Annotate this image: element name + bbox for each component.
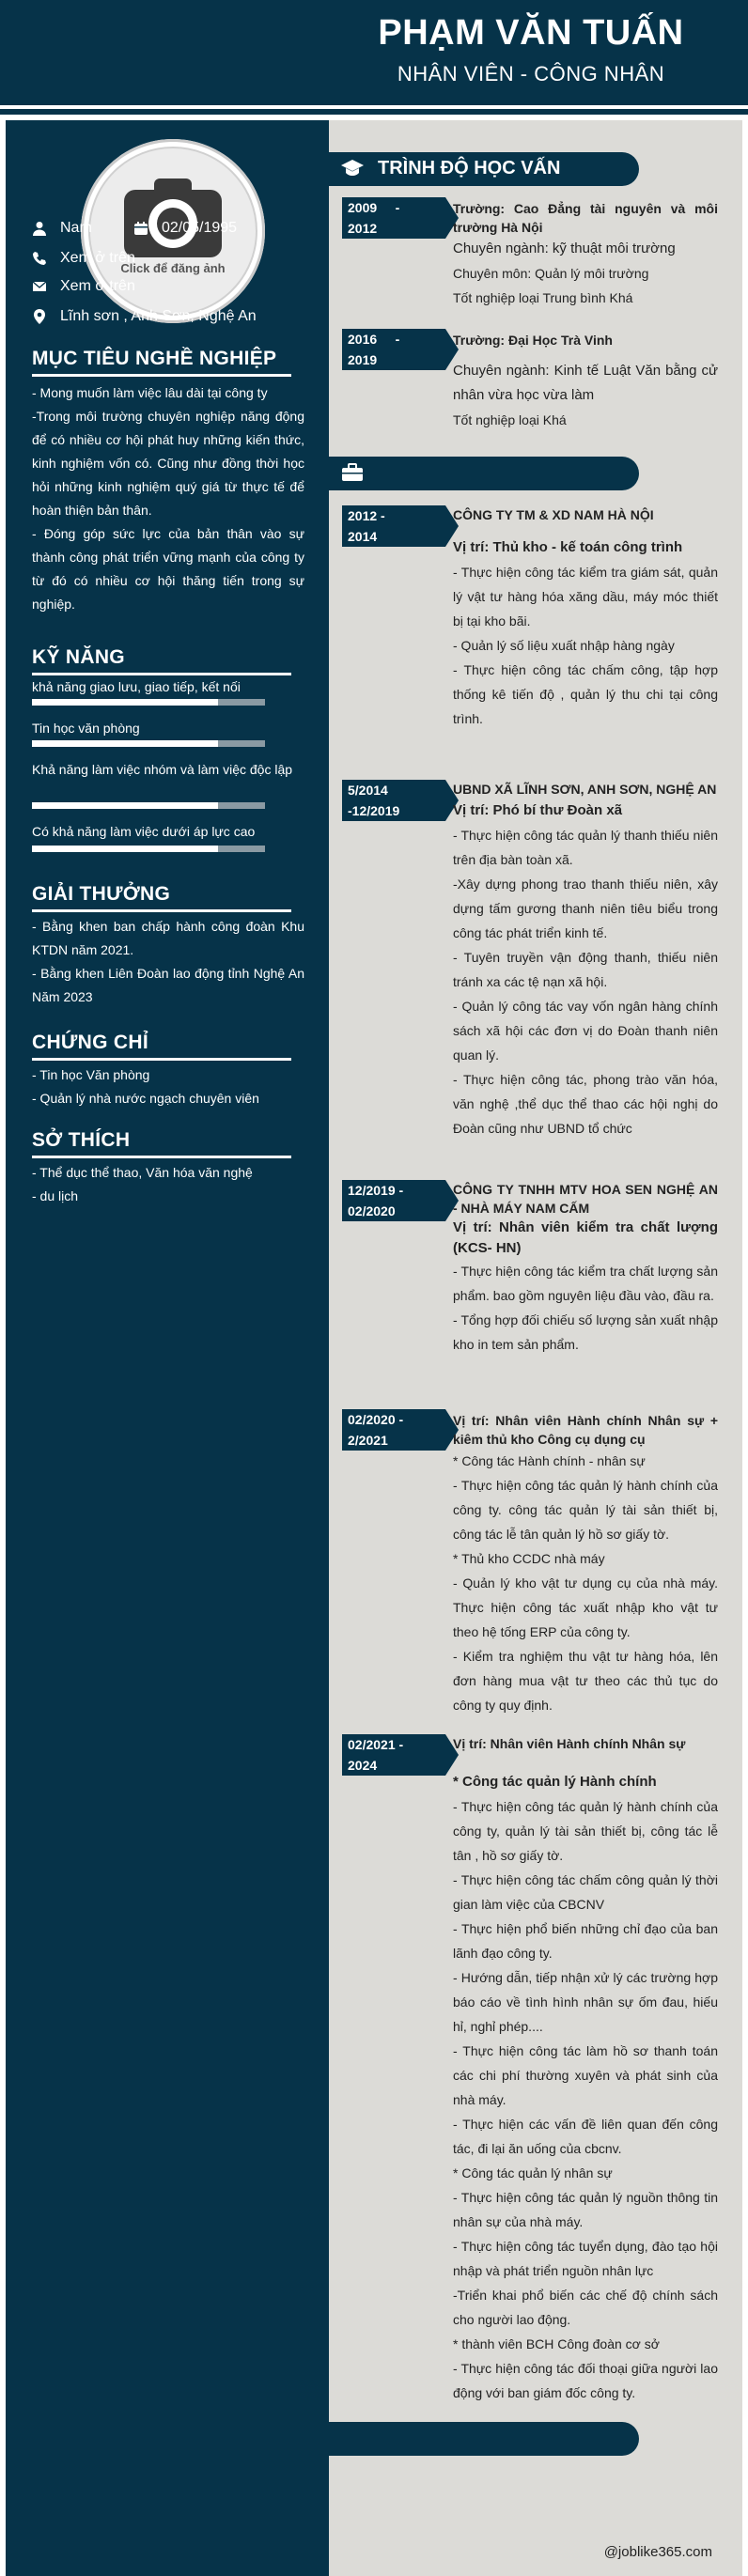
education-entry [453,199,718,310]
experience-date-end: -12/2019 [348,803,400,818]
briefcase-icon [340,462,365,483]
experience-line: - Thực hiện công tác quản lý hành chính của công ty. công tác quản lý tài sản thiết bị, công tác lễ tân quản lý hồ sơ giấy tờ. [453,1478,718,1542]
skill-label: khả năng giao lưu, giao tiếp, kết nối [32,679,241,694]
experience-date-tag [342,1734,445,1776]
experience-role: * Công tác quản lý Hành chính [453,1774,657,1790]
experience-line: - Quản lý công tác vay vốn ngân hàng chính sách xã hội các đơn vị do Đoàn thanh niên quan lý. [453,999,718,1063]
hobby-line: - Thể dục thể thao, Văn hóa văn nghệ [32,1165,253,1180]
awards-title: GIẢI THƯỞNG [32,883,171,905]
certificates-title: CHỨNG CHỈ [32,1032,148,1053]
candidate-job-title: NHÂN VIÊN - CÔNG NHÂN [397,62,665,85]
experience-line: - Thực hiện công tác quản lý hành chính của công ty, quản lý tài sản thiết bị, công tác lễ tân , hồ sơ giấy tờ. [453,1799,718,1863]
phone-icon [32,251,47,266]
hobbies-rule [32,1156,291,1158]
education-title: TRÌNH ĐỘ HỌC VẤN [378,158,561,178]
experience-line: - Thực hiện công tác kiểm tra giám sát, quản lý vật tư hàng hóa xăng dầu, máy móc thiết bị tại kho bãi. [453,565,718,628]
awards-text [32,915,304,1009]
skill-bar-fill [32,699,218,706]
experience-line: - Thực hiện công tác quản lý thanh thiếu niên trên địa bàn toàn xã. [453,828,718,867]
experience-entry [453,505,718,731]
experience-date-end: 02/2020 [348,1203,396,1218]
address-value: Lĩnh sơn , Anh Sơn, Nghệ An [60,308,257,324]
education-date-tag [342,329,445,370]
education-entry [453,331,718,432]
camera-icon[interactable] [122,177,224,259]
education-line: Chuyên môn: Quản lý môi trường [453,266,649,281]
skill-label: Có khả năng làm việc dưới áp lực cao [32,824,256,839]
education-date-start: 2016 - [348,332,400,347]
experience-line: * thành viên BCH Công đoàn cơ sở [453,2336,660,2351]
experience-date-start: 5/2014 [348,783,388,798]
experience-line: - Quản lý số liệu xuất nhập hàng ngày [453,638,675,653]
hobbies-title: SỞ THÍCH [32,1129,131,1151]
skill-label: Khả năng làm việc nhóm và làm việc độc lập [32,762,293,777]
phone-value: Xem ở trên [60,250,135,266]
career-goal-text [32,381,304,616]
hobby-line: - du lịch [32,1188,79,1203]
education-line: Tốt nghiệp loại Trung bình Khá [453,290,633,305]
experience-line: - Thực hiện công tác tuyển dụng, đào tạo hội nhập và phát triển nguồn nhân lực [453,2239,718,2278]
experience-line: - Hướng dẫn, tiếp nhận xử lý các trường hợp báo cáo về tình hình nhân sự ốm đau, hiếu hỉ, nghỉ phép.... [453,1970,718,2034]
skill-bar [32,846,265,852]
experience-line: * Công tác Hành chính - nhân sự [453,1453,646,1468]
education-date-tag [342,197,445,239]
experience-line: - Thực hiện phổ biến những chỉ đạo của ban lãnh đạo công ty. [453,1921,718,1961]
experience-date-end: 2024 [348,1758,378,1773]
skill-bar-fill [32,846,218,852]
experience-entry [453,1180,718,1357]
skills-title: KỸ NĂNG [32,646,125,668]
experience-company: CÔNG TY TM & XD NAM HÀ NỘI [453,507,654,522]
experience-line: - Thực hiện công tác làm hồ sơ thanh toán các chi phí thường xuyên và phát sinh của nhà máy. [453,2043,718,2107]
awards-rule [32,909,291,912]
skill-bar [32,802,265,809]
skill-bar-fill [32,802,218,809]
education-school: Trường: Cao Đẳng tài nguyên và môi trường Hà Nội [453,201,718,235]
skill-bar-fill [32,740,218,747]
sidebar [6,120,329,2576]
education-line: Chuyên ngành: kỹ thuật môi trường [453,241,676,256]
experience-role: Vị trí: Thủ kho - kế toán công trình [453,539,683,555]
skills-rule [32,673,291,675]
certificates-rule [32,1058,291,1061]
skill-label: Tin học văn phòng [32,721,140,736]
experience-line: - Thực hiện công tác kiểm tra chất lượng sản phẩm. bao gồm nguyên liệu đầu vào, đầu ra. [453,1264,718,1303]
skill-bar [32,740,265,747]
experience-entry [453,1411,718,1717]
gender-value: Nam [60,220,92,236]
career-goal-line: - Mong muốn làm việc lâu dài tại công ty [32,385,268,400]
education-line: Tốt nghiệp loại Khá [453,412,567,427]
certificate-line: - Quản lý nhà nước ngạch chuyên viên [32,1091,259,1106]
experience-date-tag [342,505,445,547]
experience-date-end: 2/2021 [348,1433,388,1448]
experience-date-start: 2012 - [348,508,385,523]
candidate-name: PHẠM VĂN TUẤN [378,13,684,53]
experience-header [329,457,639,490]
experience-date-start: 02/2021 - [348,1737,404,1752]
experience-company: Vị trí: Nhân viên Hành chính Nhân sự [453,1736,686,1751]
avatar-caption[interactable]: Click để đăng ảnh [120,261,226,275]
phone-row [32,250,135,267]
career-goal-line: - Đóng góp sức lực của bản thân vào sự thành công phát triển vững mạnh của công ty từ đó có nhiều cơ hội thăng tiến trong sự nghiệp. [32,526,304,612]
experience-line: - Thực hiện công tác, phong trào văn hóa, văn nghệ ,thể dục thể thao các hội nghị do Đoàn cũng như UBND tổ chức [453,1072,718,1136]
experience-line: - Tổng hợp đối chiếu số lượng sản xuất nhập kho in tem sản phẩm. [453,1312,718,1352]
graduation-cap-icon [340,158,365,178]
experience-line: -Xây dựng phong trao thanh thiếu niên, xây dựng tấm gương thanh niên tiêu biểu trong công tác phát triển kinh tế. [453,877,718,940]
header-divider [0,109,748,115]
experience-line: - Thực hiện công tác chấm công quản lý thời gian làm việc của CBCNV [453,1872,718,1912]
education-line: Chuyên ngành: Kinh tế Luật Văn bằng cử nhân vừa học vừa làm [453,363,718,403]
email-value: Xem ở trên [60,278,135,294]
experience-company: Vị trí: Nhân viên Hành chính Nhân sự + kiêm thủ kho Công cụ dụng cụ [453,1413,718,1447]
experience-company: UBND XÃ LĨNH SƠN, ANH SƠN, NGHỆ AN [453,782,717,797]
experience-date-tag [342,780,445,821]
certificates-text [32,1063,304,1110]
experience-entry [453,1734,718,2405]
experience-line: - Thực hiện công tác quản lý nguồn thông tin nhân sự của nhà máy. [453,2190,718,2229]
award-line: - Bằng khen Liên Đoàn lao động tỉnh Nghệ An Năm 2023 [32,966,304,1004]
career-goal-line: -Trong môi trường chuyên nghiệp năng động để có nhiều cơ hội phát huy những kiến thức, kinh nghiệm vốn có. Cũng như đồng thời học hỏi những kinh nghiệm quý giá từ thực tế để hoàn thiện bản thân. [32,409,304,518]
birthday-value: 02/05/1995 [162,220,238,236]
experience-line: - Thực hiện công tác chấm công, tập hợp thống kê tiến độ , quản lý thu chi tại công trình. [453,662,718,726]
gender-row [32,220,92,237]
hobbies-text [32,1161,304,1208]
experience-line: - Thực hiện công tác đối thoại giữa người lao động với ban giám đốc công ty. [453,2361,718,2400]
experience-line: - Thực hiện các vấn đề liên quan đến công tác, đi lại ăn uống của cbcnv. [453,2117,718,2156]
location-pin-icon [32,309,47,324]
experience-line: - Kiểm tra nghiệm thu vật tư hàng hóa, lên đơn hàng mua vật tư theo các thủ tục do công ty quy định. [453,1649,718,1713]
experience-role: Vị trí: Phó bí thư Đoàn xã [453,802,623,818]
experience-line: * Thủ kho CCDC nhà máy [453,1551,605,1566]
experience-line: - Quản lý kho vật tư dụng cụ của nhà máy. Thực hiện công tác xuất nhập kho vật tư theo hệ tống ERP của công ty. [453,1575,718,1639]
career-goal-title: MỤC TIÊU NGHỀ NGHIỆP [32,348,277,369]
experience-line: * Công tác quản lý nhân sự [453,2165,613,2180]
experience-line: -Triển khai phổ biến các chế độ chính sách cho người lao động. [453,2288,718,2327]
experience-date-start: 12/2019 - [348,1183,404,1198]
experience-date-tag [342,1180,445,1221]
address-row [32,308,257,325]
skill-bar [32,699,265,706]
calendar-icon [133,221,148,236]
envelope-icon [32,279,47,294]
award-line: - Bằng khen ban chấp hành công đoàn Khu KTDN năm 2021. [32,919,304,957]
footer-credit: @joblike365.com [603,2544,712,2560]
email-row [32,278,135,295]
education-date-start: 2009 - [348,200,400,215]
experience-date-start: 02/2020 - [348,1412,404,1427]
user-icon [32,221,47,236]
empty-section-header [329,2422,639,2456]
education-date-end: 2019 [348,352,378,367]
career-goal-rule [32,374,291,377]
experience-line: - Tuyên truyền vận động thanh, thiếu niên tránh xa các tệ nạn xã hội. [453,950,718,989]
experience-company: CÔNG TY TNHH MTV HOA SEN NGHỆ AN - NHÀ MÁY NAM CẤM [453,1182,718,1216]
certificate-line: - Tin học Văn phòng [32,1067,150,1082]
birthday-row [133,220,237,237]
experience-entry [453,780,718,1141]
experience-role: Vị trí: Nhân viên kiểm tra chất lượng (KCS- HN) [453,1219,718,1256]
experience-date-end: 2014 [348,529,378,544]
education-school: Trường: Đại Học Trà Vinh [453,333,613,348]
education-date-end: 2012 [348,221,378,236]
experience-date-tag [342,1409,445,1451]
